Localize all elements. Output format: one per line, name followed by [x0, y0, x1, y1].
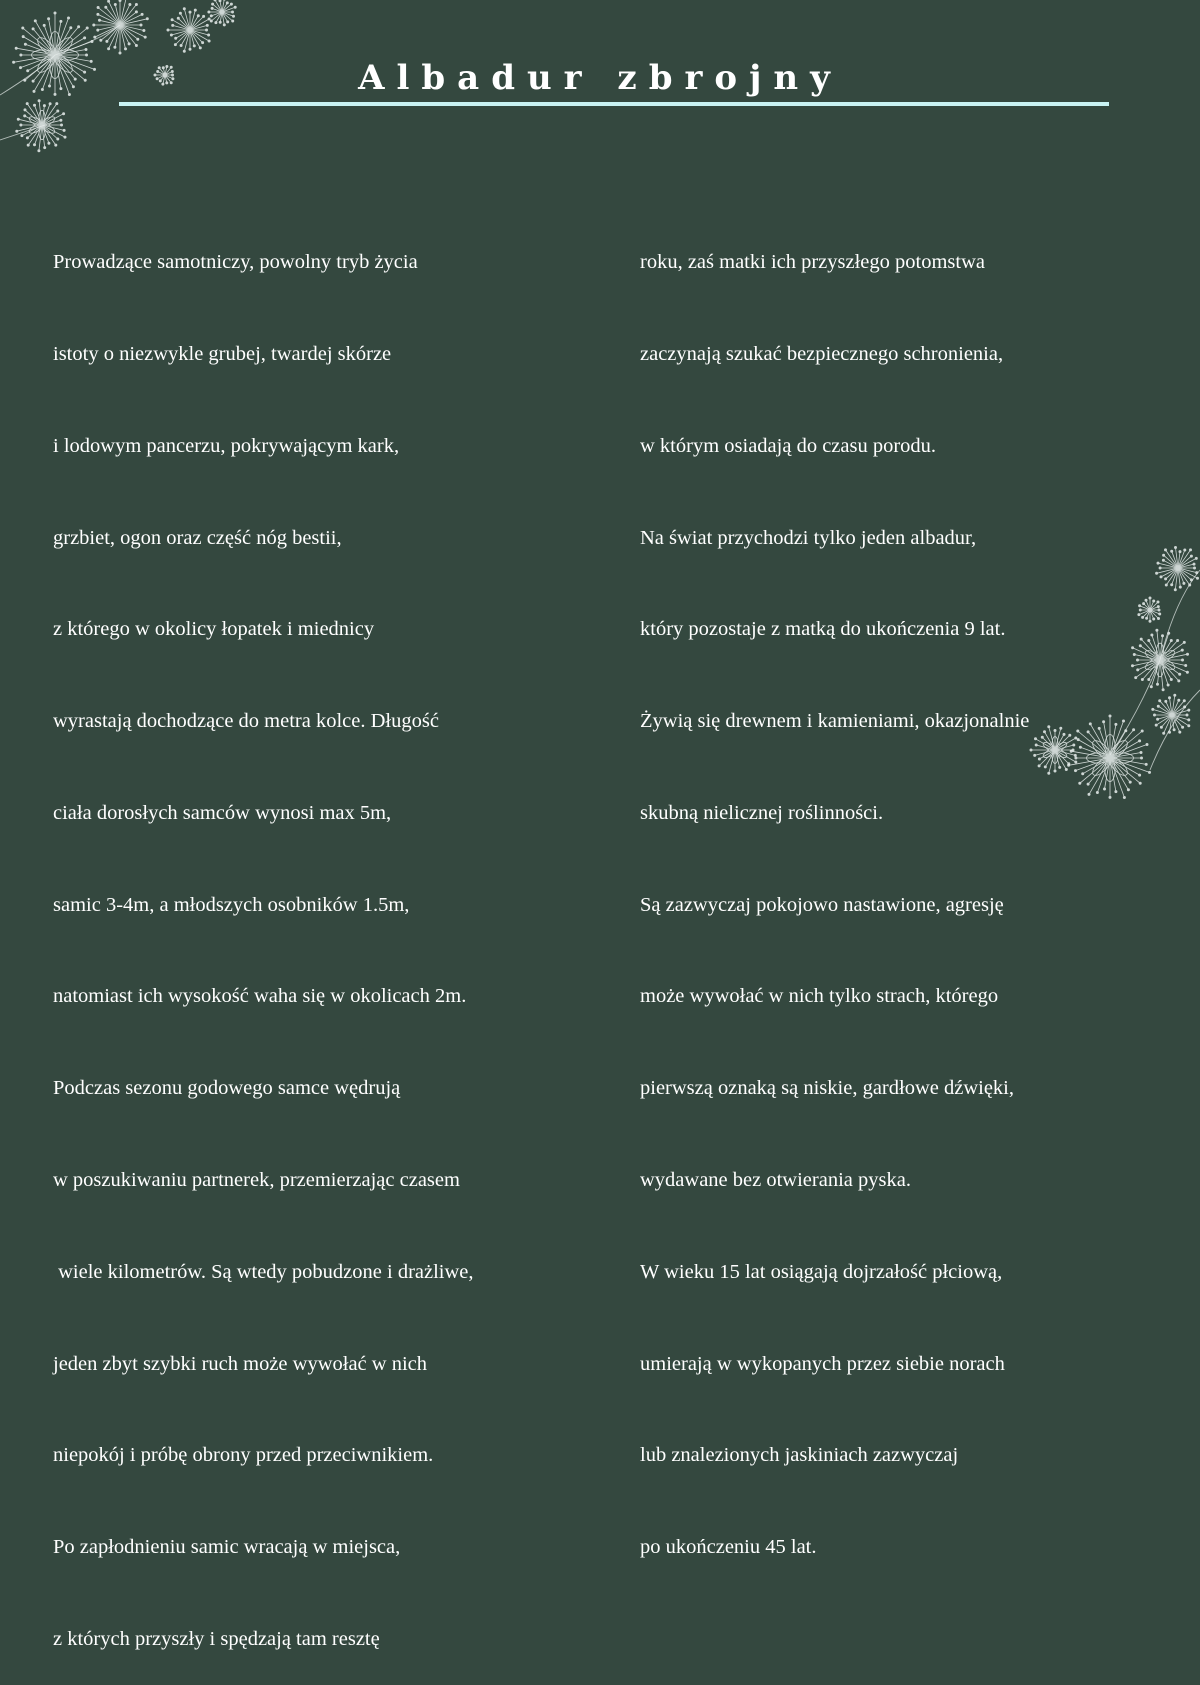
text-line: samic 3-4m, a młodszych osobników 1.5m,	[53, 890, 474, 921]
text-line: grzbiet, ogon oraz część nóg bestii,	[53, 523, 474, 554]
text-line: Żywią się drewnem i kamieniami, okazjonalnie	[640, 706, 1029, 737]
text-line: wyrastają dochodzące do metra kolce. Długość	[53, 706, 474, 737]
text-line: ciała dorosłych samców wynosi max 5m,	[53, 798, 474, 829]
dandelion-icon	[1000, 540, 1200, 800]
text-line: lub znalezionych jaskiniach zazwyczaj	[640, 1440, 1029, 1471]
text-line: w poszukiwaniu partnerek, przemierzając czasem	[53, 1165, 474, 1196]
text-column-right	[640, 186, 1029, 1593]
text-line: roku, zaś matki ich przyszłego potomstwa	[640, 247, 1029, 278]
text-line: wiele kilometrów. Są wtedy pobudzone i drażliwe,	[53, 1257, 474, 1288]
text-line: Na świat przychodzi tylko jeden albadur,	[640, 523, 1029, 554]
text-line: natomiast ich wysokość waha się w okolicach 2m.	[53, 981, 474, 1012]
text-line: Są zazwyczaj pokojowo nastawione, agresję	[640, 890, 1029, 921]
text-line: jeden zbyt szybki ruch może wywołać w nich	[53, 1349, 474, 1380]
text-line: Podczas sezonu godowego samce wędrują	[53, 1073, 474, 1104]
title-underline	[119, 102, 1109, 106]
text-line: może wywołać w nich tylko strach, którego	[640, 981, 1029, 1012]
page-title: Albadur zbrojny	[0, 58, 1200, 98]
text-line: z którego w okolicy łopatek i miednicy	[53, 614, 474, 645]
text-line: wydawane bez otwierania pyska.	[640, 1165, 1029, 1196]
text-line: pierwszą oznaką są niskie, gardłowe dźwięki,	[640, 1073, 1029, 1104]
text-line: umierają w wykopanych przez siebie norach	[640, 1349, 1029, 1380]
text-line: po ukończeniu 45 lat.	[640, 1532, 1029, 1563]
text-line: w którym osiadają do czasu porodu.	[640, 431, 1029, 462]
text-line: skubną nielicznej roślinności.	[640, 798, 1029, 829]
text-line: Po zapłodnieniu samic wracają w miejsca,	[53, 1532, 474, 1563]
text-line: Prowadzące samotniczy, powolny tryb życia	[53, 247, 474, 278]
text-line: który pozostaje z matką do ukończenia 9 lat.	[640, 614, 1029, 645]
text-column-left	[53, 186, 474, 1685]
text-line: z których przyszły i spędzają tam resztę	[53, 1624, 474, 1655]
text-line: niepokój i próbę obrony przed przeciwnikiem.	[53, 1440, 474, 1471]
text-line: W wieku 15 lat osiągają dojrzałość płciową,	[640, 1257, 1029, 1288]
text-line: i lodowym pancerzu, pokrywającym kark,	[53, 431, 474, 462]
text-line: zaczynają szukać bezpiecznego schronienia,	[640, 339, 1029, 370]
text-line: istoty o niezwykle grubej, twardej skórze	[53, 339, 474, 370]
